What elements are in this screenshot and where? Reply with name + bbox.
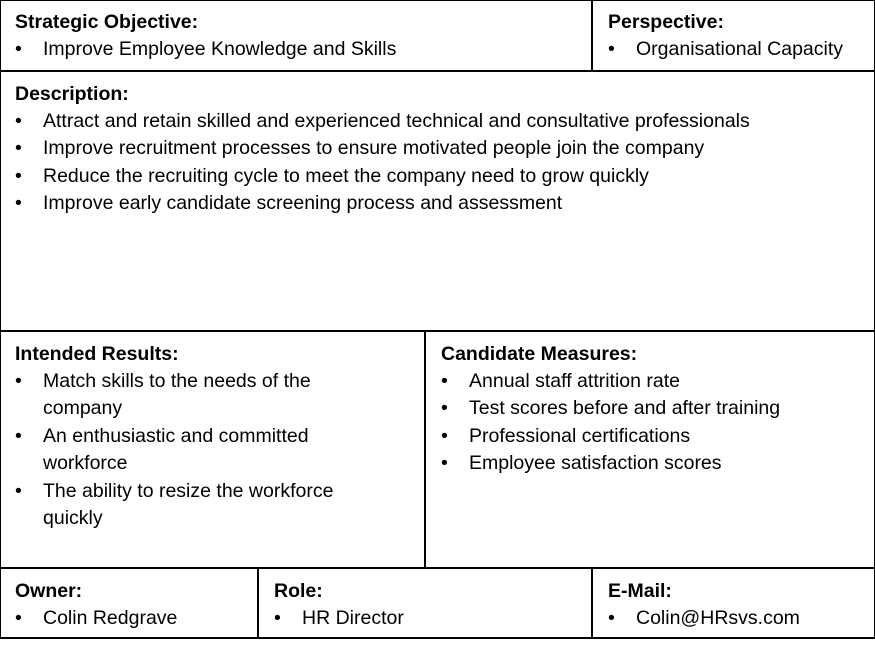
list-item-text: Attract and retain skilled and experienced technical and consultative professionals (43, 110, 750, 132)
list-item-text: The ability to resize the workforce quickly (43, 479, 334, 530)
list-item (15, 163, 875, 190)
list-item-text: Professional certifications (469, 424, 691, 447)
bullet-icon: • (15, 110, 22, 132)
list-item (15, 478, 360, 533)
perspective-heading: Perspective: (608, 11, 724, 33)
list-item (441, 395, 875, 422)
bullet-icon: • (15, 192, 22, 215)
perspective-cell (593, 0, 875, 70)
perspective-list (608, 36, 875, 63)
owner-heading: Owner: (15, 580, 83, 602)
list-item-text: Improve early candidate screening process and assessment (43, 192, 563, 215)
intended-results-cell (0, 332, 405, 567)
email-heading: E-Mail: (608, 580, 672, 602)
bullet-icon: • (441, 370, 448, 392)
list-item (15, 190, 875, 217)
bullet-icon: • (608, 38, 615, 60)
list-item (441, 450, 875, 477)
list-item-text: Employee satisfaction scores (469, 452, 722, 475)
role-list (274, 605, 591, 632)
list-item (441, 423, 875, 450)
list-item (15, 423, 360, 478)
role-value: HR Director (302, 607, 404, 629)
description-cell (0, 72, 875, 330)
list-item-text: Organisational Capacity (636, 38, 844, 60)
bullet-icon: • (15, 38, 22, 60)
bullet-icon: • (441, 424, 448, 447)
list-item-text: Reduce the recruiting cycle to meet the company need to grow quickly (43, 164, 649, 187)
intended-results-heading: Intended Results: (15, 343, 179, 365)
list-item (274, 605, 591, 632)
email-cell (593, 569, 875, 637)
role-cell (259, 569, 591, 637)
description-list (15, 108, 875, 218)
list-item-text: Improve Employee Knowledge and Skills (43, 38, 397, 60)
bullet-icon: • (15, 479, 22, 502)
list-item (15, 135, 875, 162)
intended-results-list (15, 368, 360, 532)
candidate-measures-list (441, 368, 875, 478)
divider-bottom (0, 637, 875, 639)
bullet-icon: • (15, 607, 22, 629)
email-list (608, 605, 875, 632)
strategic-objective-heading: Strategic Objective: (15, 11, 199, 33)
list-item-text: Improve recruitment processes to ensure motivated people join the company (43, 137, 705, 160)
strategic-objective-list (15, 36, 591, 63)
list-item (15, 108, 875, 135)
list-item-text: Annual staff attrition rate (469, 370, 681, 392)
bullet-icon: • (274, 607, 281, 629)
list-item (608, 605, 875, 632)
candidate-measures-cell (426, 332, 875, 567)
owner-list (15, 605, 257, 632)
list-item (15, 36, 591, 63)
list-item-text: Match skills to the needs of the company (43, 370, 311, 420)
description-heading: Description: (15, 83, 129, 105)
email-value: Colin@HRsvs.com (636, 607, 800, 629)
bullet-icon: • (441, 397, 448, 420)
strategic-objective-cell (0, 0, 591, 70)
bullet-icon: • (15, 370, 22, 392)
list-item (441, 368, 875, 395)
bullet-icon: • (15, 424, 22, 447)
owner-cell (0, 569, 257, 637)
list-item-text: Test scores before and after training (469, 397, 781, 420)
bullet-icon: • (15, 164, 22, 187)
candidate-measures-heading: Candidate Measures: (441, 343, 638, 365)
list-item (608, 36, 875, 63)
bullet-icon: • (441, 452, 448, 475)
list-item (15, 605, 257, 632)
bullet-icon: • (15, 137, 22, 160)
bullet-icon: • (608, 607, 615, 629)
role-heading: Role: (274, 580, 323, 602)
list-item-text: An enthusiastic and committed workforce (43, 424, 309, 475)
owner-name: Colin Redgrave (43, 607, 178, 629)
list-item (15, 368, 360, 423)
